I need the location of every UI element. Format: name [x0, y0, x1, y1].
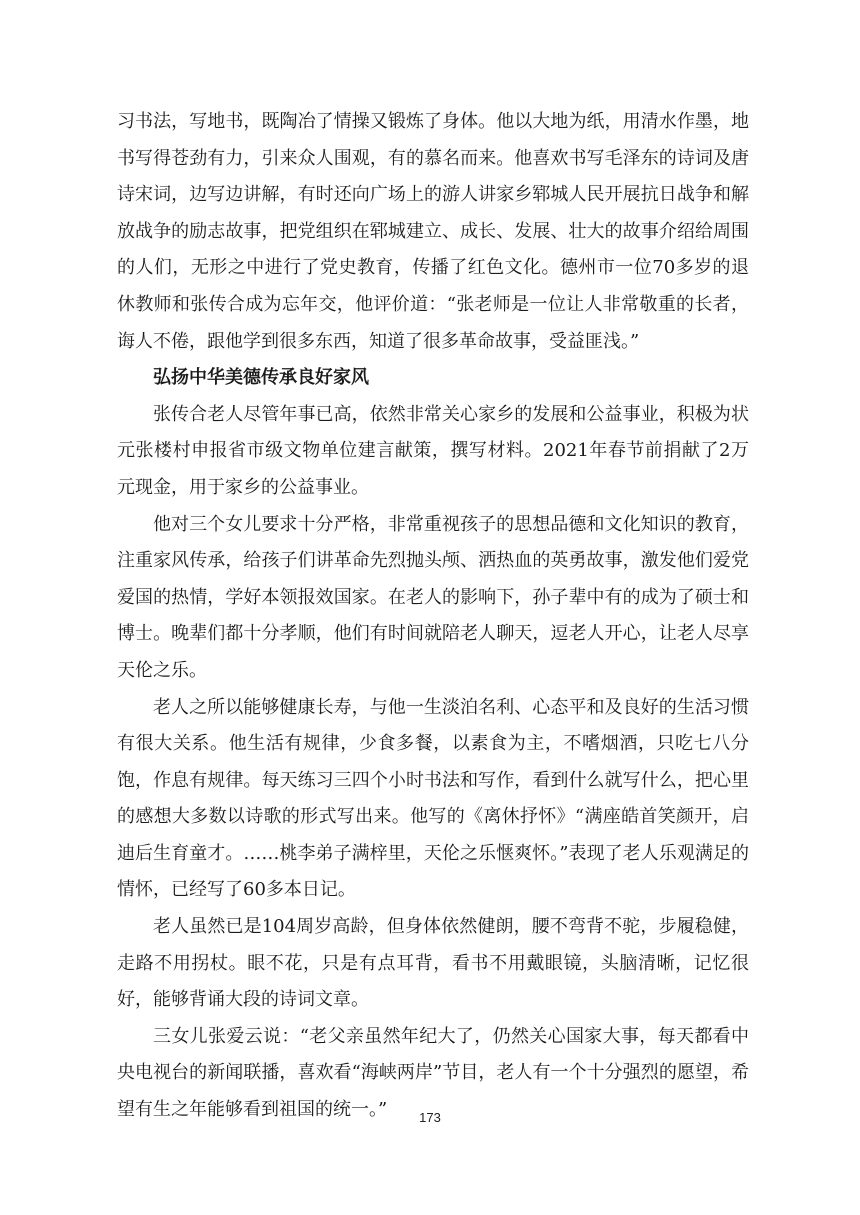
section-heading: 弘扬中华美德传承良好家风 — [153, 367, 369, 389]
paragraph-donation: 张传合老人尽管年事已高，依然非常关心家乡的发展和公益事业，积极为状元张楼村申报省市级文物单位建言献策，撰写材料。2021年春节前捐献了2万元现金，用于家乡的公益事业。 — [117, 403, 749, 498]
paragraph-family-tradition: 他对三个女儿要求十分严格，非常重视孩子的思想品德和文化知识的教育，注重家风传承，给孩子们讲革命先烈抛头颅、洒热血的英勇故事，激发他们爱党爱国的热情，学好本领报效国家。在老人的影响下，孙子辈中有的成为了硕士和博士。晚辈们都十分孝顺，他们有时间就陪老人聊天，逗老人开心，让老人尽享天伦之乐。 — [117, 513, 749, 681]
paragraph-continued: 习书法，写地书，既陶冶了情操又锻炼了身体。他以大地为纸，用清水作墨，地书写得苍劲有力，引来众人围观，有的慕名而来。他喜欢书写毛泽东的诗词及唐诗宋词，边写边讲解，有时还向广场上的游人讲家乡郓城人民开展抗日战争和解放战争的励志故事，把党组织在郓城建立、成长、发展、壮大的故事介绍给周围的人们，无形之中进行了党史教育，传播了红色文化。德州市一位70多岁的退休教师和张传合成为忘年交，他评价道：“张老师是一位让人非常敬重的长者，诲人不倦，跟他学到很多东西，知道了很多革命故事，受益匪浅。” — [117, 111, 749, 352]
document-body — [117, 104, 749, 1129]
page-number: 173 — [419, 1110, 441, 1125]
paragraph-daughter-quote: 三女儿张爱云说：“老父亲虽然年纪大了，仍然关心国家大事，每天都看中央电视台的新闻联播，喜欢看“海峡两岸”节目，老人有一个十分强烈的愿望，希望有生之年能够看到祖国的统一。” — [117, 1025, 749, 1121]
paragraph-longevity: 老人之所以能够健康长寿，与他一生淡泊名利、心态平和及良好的生活习惯有很大关系。他生活有规律，少食多餐，以素食为主，不嗜烟酒，只吃七八分饱，作息有规律。每天练习三四个小时书法和写作，看到什么就写什么，把心里的感想大多数以诗歌的形式写出来。他写的《离休抒怀》“满座皓首笑颜开，启迪后生育童才。……桃李弟子满梓里，天伦之乐惬爽怀。”表现了老人乐观满足的情怀，已经写了60多本日记。 — [117, 696, 749, 901]
paragraph-health: 老人虽然已是104周岁高龄，但身体依然健朗，腰不弯背不驼，步履稳健，走路不用拐杖。眼不花，只是有点耳背，看书不用戴眼镜，头脑清晰，记忆很好，能够背诵大段的诗词文章。 — [117, 916, 749, 1011]
